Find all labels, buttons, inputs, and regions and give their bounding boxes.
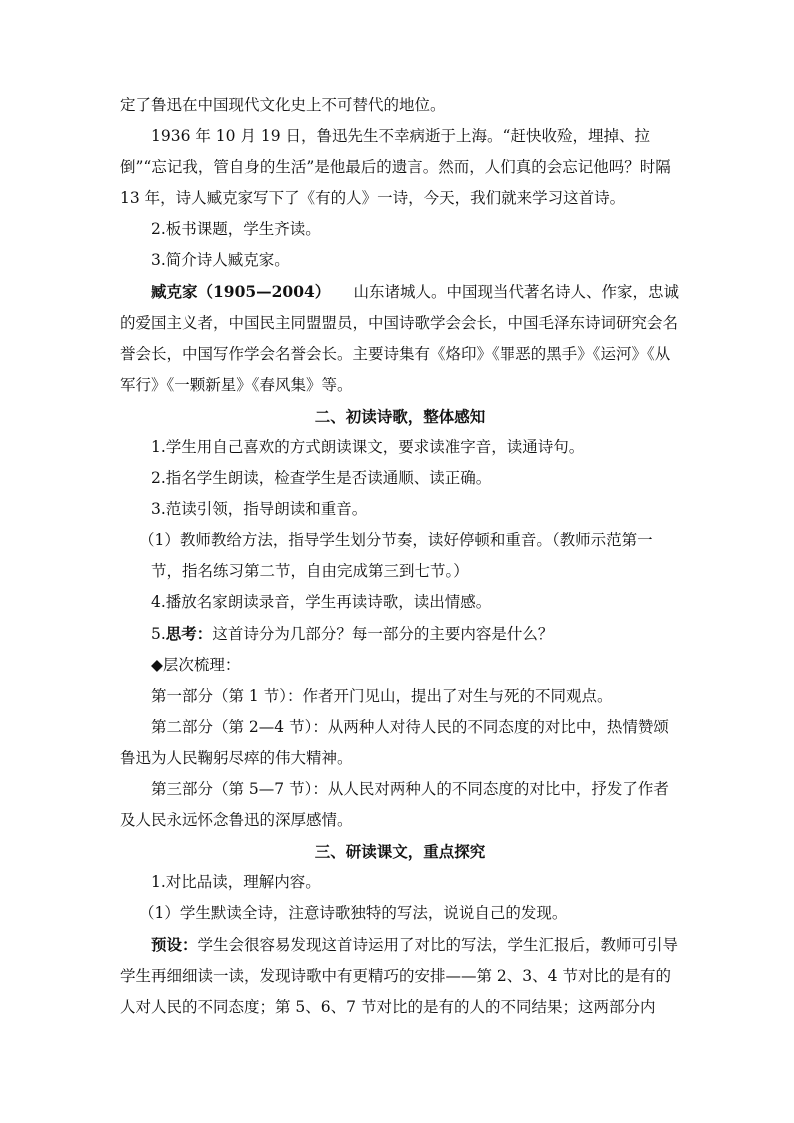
paragraph: 第一部分（第 1 节）：作者开门见山，提出了对生与死的不同观点。 — [151, 687, 613, 705]
paragraph: 1936 年 10 月 19 日，鲁迅先生不幸病逝于上海。“赶快收殓，埋掉、拉倒”“忘记我，管自身的生活”是他最后的遗言。然而，人们真的会忘记他吗？时隔 13 年，诗人臧克家写下了《有的人》一诗，今天，我们就来学习这首诗。 — [120, 127, 671, 207]
paragraph: 1.对比品读，理解内容。 — [151, 873, 321, 891]
author-intro-paragraph — [120, 276, 680, 401]
preset-label: 预设： — [151, 935, 198, 954]
question-number: 5. — [151, 625, 166, 643]
paragraph: 4.播放名家朗读录音，学生再读诗歌，读出情感。 — [151, 593, 492, 611]
preset-text: 学生会很容易发现这首诗运用了对比的写法，学生汇报后，教师可引导学生再细细读一读，发现诗歌中有更精巧的安排——第 2、3、4 节对比的是有的人对人民的不同态度；第 5、6、7 节对比的是有的人的不同结果；这两部分内 — [120, 936, 679, 1016]
paragraph: （1）学生默读全诗，注意诗歌独特的写法，说说自己的发现。 — [139, 904, 568, 922]
document-page — [120, 90, 680, 1023]
author-intro-text: 山东诸城人。中国现当代著名诗人、作家，忠诚的爱国主义者，中国民主同盟盟员，中国诗歌学会会长，中国毛泽东诗词研究会名誉会长，中国写作学会名誉会长。主要诗集有《烙印》《罪恶的黑手》《运河》《从军行》《一颗新星》《春风集》等。 — [120, 283, 680, 394]
question-text: 这首诗分为几部分？每一部分的主要内容是什么？ — [212, 625, 554, 643]
paragraph: 2.指名学生朗读，检查学生是否读通顺、读正确。 — [151, 469, 492, 487]
paragraph: 第三部分（第 5—7 节）：从人民对两种人的不同态度的对比中，抒发了作者及人民永远怀念鲁迅的深厚感情。 — [120, 780, 669, 829]
paragraph: （1）教师教给方法，指导学生划分节奏，读好停顿和重音。（教师示范第一节，指名练习第二节，自由完成第三到七节。） — [139, 531, 653, 580]
paragraph: 1.学生用自己喜欢的方式朗读课文，要求读准字音，读通诗句。 — [151, 438, 585, 456]
paragraph: 3.简介诗人臧克家。 — [151, 251, 290, 269]
section-heading-3: 三、研读课文，重点探究 — [314, 842, 486, 861]
section-heading-2: 二、初读诗歌，整体感知 — [314, 407, 486, 426]
question-label: 思考： — [165, 624, 213, 643]
bullet-heading: ◆层次梳理： — [151, 656, 241, 674]
question-paragraph — [120, 618, 680, 650]
paragraph: 3.范读引领，指导朗读和重音。 — [151, 500, 368, 518]
paragraph: 定了鲁迅在中国现代文化史上不可替代的地位。 — [120, 96, 446, 114]
paragraph: 2.板书课题，学生齐读。 — [151, 220, 321, 238]
author-name-heading: 臧克家（1905—2004） — [151, 282, 323, 301]
paragraph: 第二部分（第 2—4 节）：从两种人对待人民的不同态度的对比中，热情赞颂鲁迅为人民鞠躬尽瘁的伟大精神。 — [120, 718, 669, 767]
preset-paragraph — [120, 929, 680, 1023]
